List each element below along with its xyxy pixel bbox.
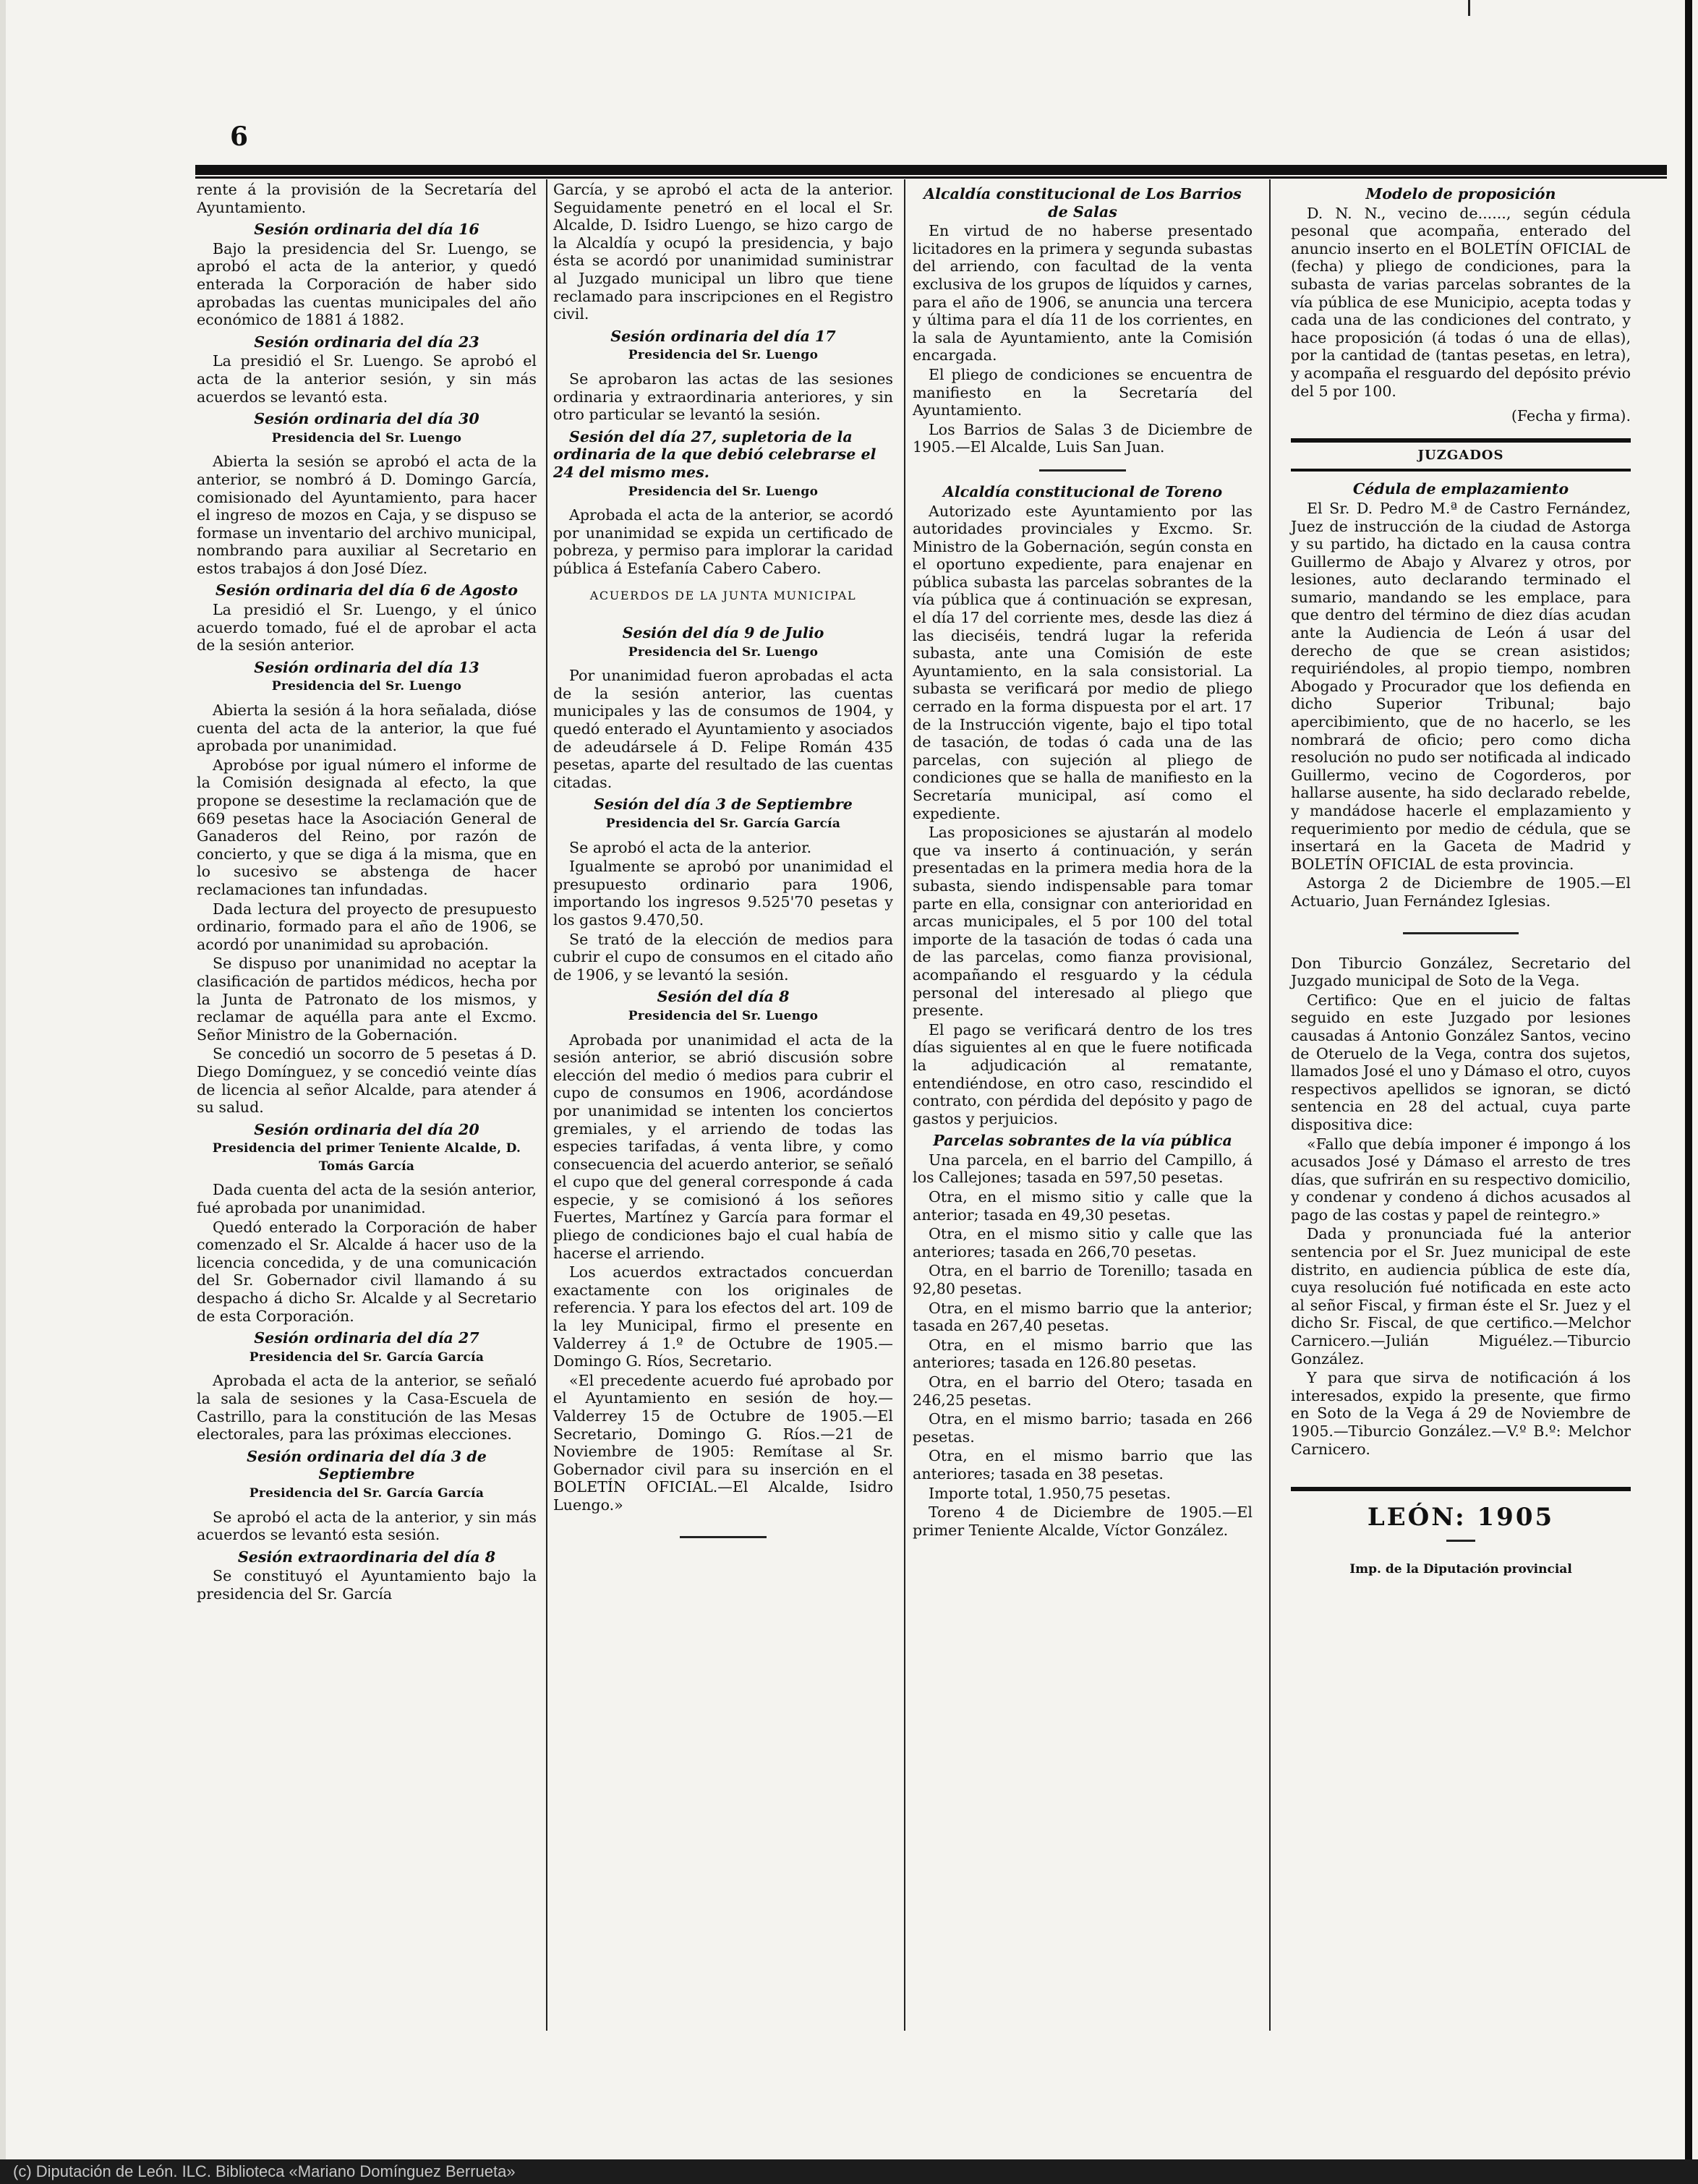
paragraph: Toreno 4 de Diciembre de 1905.—El primer Teniente Alcalde, Víctor González. [913,1503,1253,1539]
paragraph: Otra, en el mismo sitio y calle que las anteriores; tasada en 266,70 pesetas. [913,1225,1253,1261]
scan-edge-left [0,0,6,2184]
paragraph: Don Tiburcio González, Secretario del Juzgado municipal de Soto de la Vega. [1291,954,1631,990]
paragraph: Otra, en el mismo barrio; tasada en 266 pesetas. [913,1410,1253,1446]
presidency-line: Presidencia del Sr. Luengo [628,1008,819,1023]
paragraph: Quedó enterado la Corporación de haber comenzado el Sr. Alcalde á hacer uso de la licencia concedida, y de una comunicación del Sr. Gobernador civil llamando á su despacho á dicho Sr. Alcalde y al Secretario de esta Corporación. [197,1218,537,1325]
paragraph: Bajo la presidencia del Sr. Luengo, se aprobó el acta de la anterior, y quedó enterada la Corporación de haber sido aprobadas las cuentas municipales del año económico de 1881 á 1882. [197,239,537,329]
column-2 [553,181,893,1558]
paragraph: Los acuerdos extractados concuerdan exactamente con los originales de referencia. Y para los efectos del art. 109 de la ley Municipal, firmo el presente en Valderrey á 1.º de Octubre de 1905.—Domingo G. Ríos, Secretario. [553,1263,893,1370]
header-rule [195,165,1667,175]
paragraph: Dada lectura del proyecto de presupuesto ordinario, formado para el año de 1906, se acordó por unanimidad su aprobación. [197,900,537,953]
paragraph: Importe total, 1.950,75 pesetas. [929,1484,1172,1502]
presidency-line: Presidencia del Sr. Luengo [271,430,462,445]
page-number: 6 [230,121,249,152]
column-divider [1269,179,1271,2031]
session-heading: Sesión del día 27, supletoria de la ordinaria de la que debió celebrarse el 24 del mismo mes. [553,427,876,481]
paragraph: Aprobada el acta de la anterior, se señaló la sala de sesiones y la Casa-Escuela de Castrillo, para la constitución de las Mesas electorales, para las próximas elecciones. [197,1372,537,1443]
imprint-divider [1446,1540,1475,1542]
session-heading: Sesión ordinaria del día 30 [254,410,479,428]
presidency-line: Presidencia del Sr. Luengo [628,348,819,363]
presidency-line: Presidencia del Sr. Luengo [628,644,819,660]
session-heading: Sesión ordinaria del día 6 de Agosto [216,581,518,600]
paragraph: Por unanimidad fueron aprobadas el acta de la sesión anterior, las cuentas municipales y las de consumos de 1904, y quedó enterado el Ayuntamiento y asociados de adeudársele á D. Felipe Román 435 pesetas, aparte del resultado de las cuentas citadas. [553,667,893,791]
presidency-line: Presidencia del Sr. Luengo [271,679,462,694]
copyright-text: (c) Diputación de León. ILC. Biblioteca «Mariano Domínguez Berrueta» [13,2162,516,2180]
paragraph: Se dispuso por unanimidad no aceptar la clasificación de partidos médicos, hecha por la Junta de Patronato de los mismos, y reclamar de aquélla para ante el Excmo. Señor Ministro de la Gobernación. [197,955,537,1044]
paragraph: (Fecha y firma). [1511,407,1631,425]
paragraph: Se constituyó el Ayuntamiento bajo la presidencia del Sr. García [197,1567,537,1603]
paragraph: La presidió el Sr. Luengo. Se aprobó el acta de la anterior sesión, y sin más acuerdos se levantó esta. [197,352,537,406]
paragraph: Otra, en el mismo sitio y calle que la anterior; tasada en 49,30 pesetas. [913,1188,1253,1224]
paragraph: Astorga 2 de Diciembre de 1905.—El Actuario, Juan Fernández Iglesias. [1291,874,1631,910]
paragraph: rente á la provisión de la Secretaría del Ayuntamiento. [197,181,537,216]
section-heading: Alcaldía constitucional de Los Barrios de Salas [923,185,1242,221]
section-divider [1291,1487,1631,1491]
session-heading: Sesión extraordinaria del día 8 [237,1548,496,1566]
paragraph: Dada cuenta del acta de la sesión anterior, fué aprobada por unanimidad. [197,1181,537,1217]
paragraph: «Fallo que debía imponer é impongo á los acusados José y Dámaso el arresto de tres días, que sufrirán en su respectivo domicilio, y condenar y condeno á dichos acusados al pago de las costas y papel de reintegro.» [1291,1135,1631,1224]
section-divider [1403,932,1519,934]
paragraph: Se concedió un socorro de 5 pesetas á D. Diego Domínguez, y se concedió veinte días de licencia al señor Alcalde, para atender á su salud. [197,1045,537,1117]
column-4 [1291,181,1631,1578]
paragraph: Otra, en el mismo barrio que las anteriores; tasada en 38 pesetas. [913,1447,1253,1483]
section-heading: Parcelas sobrantes de la vía pública [933,1132,1232,1150]
scan-mark [1468,0,1470,16]
session-heading: Sesión ordinaria del día 3 de Septiembre [247,1447,487,1483]
presidency-line: Presidencia del Sr. García García [605,816,841,831]
paragraph: La presidió el Sr. Luengo, y el único acuerdo tomado, fué el de aprobar el acta de la sesión anterior. [197,601,537,654]
paragraph: Aprobada el acta de la anterior, se acordó por unanimidad se expida un certificado de pobreza, y permiso para implorar la caridad pública á Estefanía Cabero Cabero. [553,506,893,577]
section-divider [680,1536,767,1538]
session-heading: Sesión del día 9 de Julio [622,624,824,642]
presidency-line: Presidencia del Sr. García García [249,1485,485,1501]
paragraph: Una parcela, en el barrio del Campillo, á los Callejones; tasada en 597,50 pesetas. [913,1151,1253,1187]
paragraph: Certifico: Que en el juicio de faltas seguido en este Juzgado por lesiones causadas á Antonio González Santos, vecino de Oteruelo de la Vega, contra dos sujetos, llamados José el uno y Dámaso el otro, cuyos respectivos apellidos se ignoran, se dictó sentencia en 28 del actual, cuya parte dispositiva dice: [1291,991,1631,1133]
session-heading: Sesión ordinaria del día 20 [254,1120,479,1138]
paragraph: D. N. N., vecino de......, según cédula pesonal que acompaña, enterado del anuncio inserto en el BOLETÍN OFICIAL de (fecha) y pliego de condiciones, para la subasta de varias parcelas sobrantes de la vía pública de ese Municipio, acepta todas y cada una de las condiciones del contrato, y hace proposición (á todas ó una de ellas), por la cantidad de (tantas pesetas, en letra), y acompaña el resguardo del depósito prévio del 5 por 100. [1291,204,1631,400]
session-heading: Sesión del día 8 [657,988,790,1006]
paragraph: El pago se verificará dentro de los tres días siguientes al en que le fuere notificada la adjudicación al rematante, entendiéndose, en otro caso, rescindido el contrato, con pérdida del depósito y pago de gastos y perjuicios. [913,1020,1253,1127]
presidency-line: Presidencia del Sr. García García [249,1349,485,1365]
paragraph: Aprobóse por igual número el informe de la Comisión designada al efecto, la que propone se desestime la reclamación que de 669 pesetas hace la Asociación General de Ganaderos del Reino, por razón de concierto, y que se diga á la misma, que en lo sucesivo se abstenga de hacer reclamaciones tan infundadas. [197,756,537,898]
paragraph: Dada y pronunciada fué la anterior sentencia por el Sr. Juez municipal de este distrito, en audiencia pública de este día, cuya resolución fué notificada en este acto al señor Fiscal, y firman éste el Sr. Juez y el dicho Sr. Fiscal, de que certifico.—Melchor Carnicero.—Julián Miguélez.—Tiburcio González. [1291,1225,1631,1368]
session-heading: Sesión ordinaria del día 16 [254,221,479,239]
column-1 [197,181,537,1605]
paragraph: Igualmente se aprobó por unanimidad el presupuesto ordinario para 1906, importando los ingresos 9.525'70 pesetas y los gastos 9.470,50. [553,858,893,929]
section-heading: Modelo de proposición [1365,185,1556,202]
printer-imprint: Imp. de la Diputación provincial [1349,1561,1572,1577]
presidency-line: Presidencia del primer Teniente Alcalde, D. Tomás García [212,1141,521,1174]
paragraph: «El precedente acuerdo fué aprobado por el Ayuntamiento en sesión de hoy.—Valderrey 15 de Octubre de 1905.—El Secretario, Domingo G. Ríos.—21 de Noviembre de 1905: Remítase al Sr. Gobernador civil para su inserción en el BOLETÍN OFICIAL.—El Alcalde, Isidro Luengo.» [553,1371,893,1514]
section-banner: JUZGADOS [1291,438,1631,472]
paragraph: Otra, en el mismo barrio que las anteriores; tasada en 126.80 pesetas. [913,1336,1253,1372]
presidency-line: Presidencia del Sr. Luengo [628,484,819,499]
session-heading: Sesión ordinaria del día 17 [610,327,836,345]
paragraph: Aprobada por unanimidad el acta de la sesión anterior, se abrió discusión sobre elección del medio ó medios para cubrir el cupo de consumos en 1906, acordándose por unanimidad se intenten los conciertos gremiales, y el arriendo de todas las especies tarifadas, á venta libre, y como consecuencia del acuerdo anterior, se señaló el cupo que del general corresponde á cada especie, y se comisionó á los señores Fuertes, Martínez y García para formar el pliego de condiciones bajo el cual había de hacerse el arriendo. [553,1031,893,1262]
paragraph: En virtud de no haberse presentado licitadores en la primera y segunda subastas del arriendo, con facultad de la venta exclusiva de los grupos de líquidos y carnes, para el año de 1906, se anuncia una tercera y última para el día 11 de los corrientes, en la sala de Ayuntamiento, ante la Comisión encargada. [913,222,1253,364]
paragraph: Los Barrios de Salas 3 de Diciembre de 1905.—El Alcalde, Luis San Juan. [913,420,1253,456]
column-divider [546,179,547,2031]
paragraph: Se aprobaron las actas de las sesiones ordinaria y extraordinaria anteriores, y sin otro particular se levantó la sesión. [553,370,893,424]
session-heading: Sesión ordinaria del día 13 [254,658,479,676]
session-heading: Sesión del día 3 de Septiembre [594,795,853,814]
scan-edge-right [1685,0,1692,2184]
section-heading: ACUERDOS DE LA JUNTA MUNICIPAL [589,589,857,603]
column-3 [913,181,1253,1540]
section-heading: Alcaldía constitucional de Toreno [942,482,1223,500]
paragraph: Las proposiciones se ajustarán al modelo que va inserto á continuación, y serán presentadas en la primera media hora de la subasta, siendo indispensable para tomar parte en ella, consignar con anterioridad en arcas municipales, el 5 por 100 del total importe de la tasación de todas ó cada una de las parcelas, como fianza provisional, acompañando el resguardo y la cédula personal del interesado al pliego que presente. [913,824,1253,1020]
session-heading: Sesión ordinaria del día 23 [254,333,479,351]
paragraph: Otra, en el mismo barrio que la anterior; tasada en 267,40 pesetas. [913,1299,1253,1335]
paragraph: Abierta la sesión á la hora señalada, dióse cuenta del acta de la anterior, la que fué aprobada por unanimidad. [197,701,537,755]
paragraph: Se aprobó el acta de la anterior, y sin más acuerdos se levantó esta sesión. [197,1508,537,1544]
paragraph: Autorizado este Ayuntamiento por las autoridades provinciales y Excmo. Sr. Ministro de la Gobernación, según consta en el oportuno expediente, para enajenar en pública subasta las parcelas sobrantes de la vía pública que á continuación se expresan, el día 17 del corriente mes, desde las diez á las dieciséis, tendrá lugar la referida subasta, ante una Comisión de este Ayuntamiento, en la sala consistorial. La subasta se verificará por medio de pliego cerrado en la forma dispuesta por el art. 17 de la Instrucción vigente, bajo el tipo total de tasación, de todas ó cada una de las parcelas, con sujeción al pliego de condiciones que se halla de manifiesto en la Secretaría municipal, así como el expediente. [913,502,1253,822]
section-divider [1039,469,1126,472]
imprint-place-year: LEÓN: 1905 [1367,1503,1555,1532]
paragraph: El pliego de condiciones se encuentra de manifiesto en la Secretaría del Ayuntamiento. [913,365,1253,419]
paragraph: Se aprobó el acta de la anterior. [569,838,812,856]
copyright-footer [0,2159,1698,2184]
paragraph: El Sr. D. Pedro M.ª de Castro Fernández, Juez de instrucción de la ciudad de Astorga y su partido, ha dictado en la causa contra Guillermo de Abajo y Alvarez y otros, por lesiones, auto declarando terminado el sumario, mandando se les emplace, para que dentro del término de diez días acudan ante la Audiencia de León á usar del derecho de que se crean asistidos; requiriéndoles, al propio tiempo, nombren Abogado y Procurador que los defienda en dicho Superior Tribunal; bajo apercibimiento, que de no hacerlo, se les nombrará de oficio; pero como dicha resolución no pudo ser notificada al indicado Guillermo, vecino de Cogorderos, por hallarse ausente, ha sido declarado rebelde, y mandádose hacerle el emplazamiento y requerimiento por medio de cédula, que se insertará en la Gaceta de Madrid y BOLETÍN OFICIAL de esta provincia. [1291,499,1631,873]
column-divider [904,179,905,2031]
paragraph: García, y se aprobó el acta de la anterior. Seguidamente penetró en el local el Sr. Alcalde, D. Isidro Luengo, se hizo cargo de la Alcaldía y ocupó la presidencia, y bajo ésta se acordó por unanimidad suministrar al Juzgado municipal un libro que tiene reclamado para inscripciones en el Registro civil. [553,181,893,323]
paragraph: Abierta la sesión se aprobó el acta de la anterior, se nombró á D. Domingo García, comisionado del Ayuntamiento, para hacer el ingreso de mozos en Caja, y se dispuso se formase un inventario del archivo municipal, nombrando para auxiliar al Secretario en estos trabajos á don José Díez. [197,453,537,577]
section-heading: Cédula de emplazamiento [1352,480,1569,498]
paragraph: Otra, en el barrio del Otero; tasada en 246,25 pesetas. [913,1373,1253,1409]
session-heading: Sesión ordinaria del día 27 [254,1329,479,1347]
paragraph: Y para que sirva de notificación á los interesados, expido la presente, que firmo en Soto de la Vega á 29 de Noviembre de 1905.—Tiburcio González.—V.º B.º: Melchor Carnicero. [1291,1369,1631,1458]
paragraph: Se trató de la elección de medios para cubrir el cupo de consumos en el citado año de 1906, y se levantó la sesión. [553,930,893,984]
paragraph: Otra, en el barrio de Torenillo; tasada en 92,80 pesetas. [913,1262,1253,1298]
